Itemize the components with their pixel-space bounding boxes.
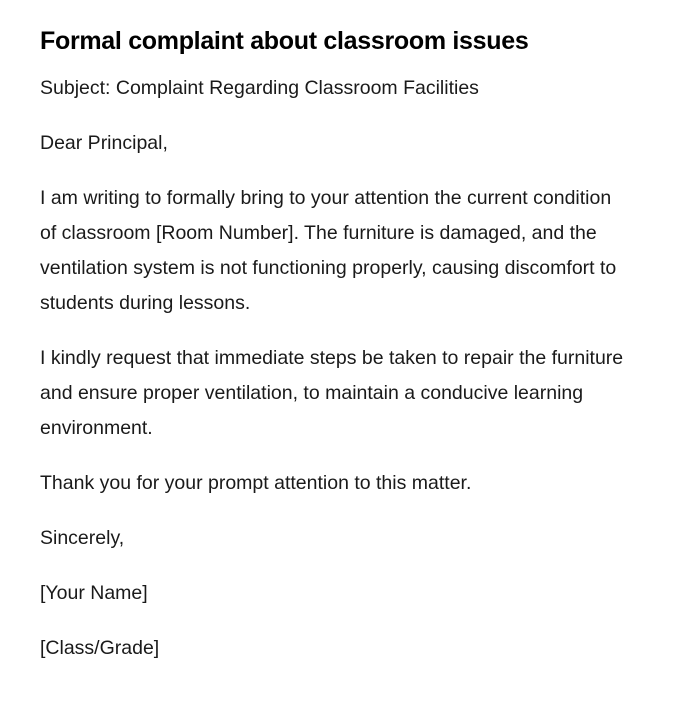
class-placeholder: [Class/Grade] [40,637,160,659]
salutation: Dear Principal, [40,132,168,154]
subject-line: Subject: Complaint Regarding Classroom Facilities [40,77,479,99]
closing: Sincerely, [40,527,125,549]
document-title: Formal complaint about classroom issues [40,27,529,55]
body-paragraph-thanks: Thank you for your prompt attention to this matter. [40,472,472,494]
body-paragraph-issue: I am writing to formally bring to your attention the current condition of classroom [Room Number]. The furniture is damaged, and the ventilation system is not functioning properly, causing discomfort to students during lessons. [40,187,617,314]
name-placeholder: [Your Name] [40,582,148,604]
body-paragraph-request: I kindly request that immediate steps be taken to repair the furniture and ensure proper ventilation, to maintain a conducive learning environment. [40,347,624,439]
